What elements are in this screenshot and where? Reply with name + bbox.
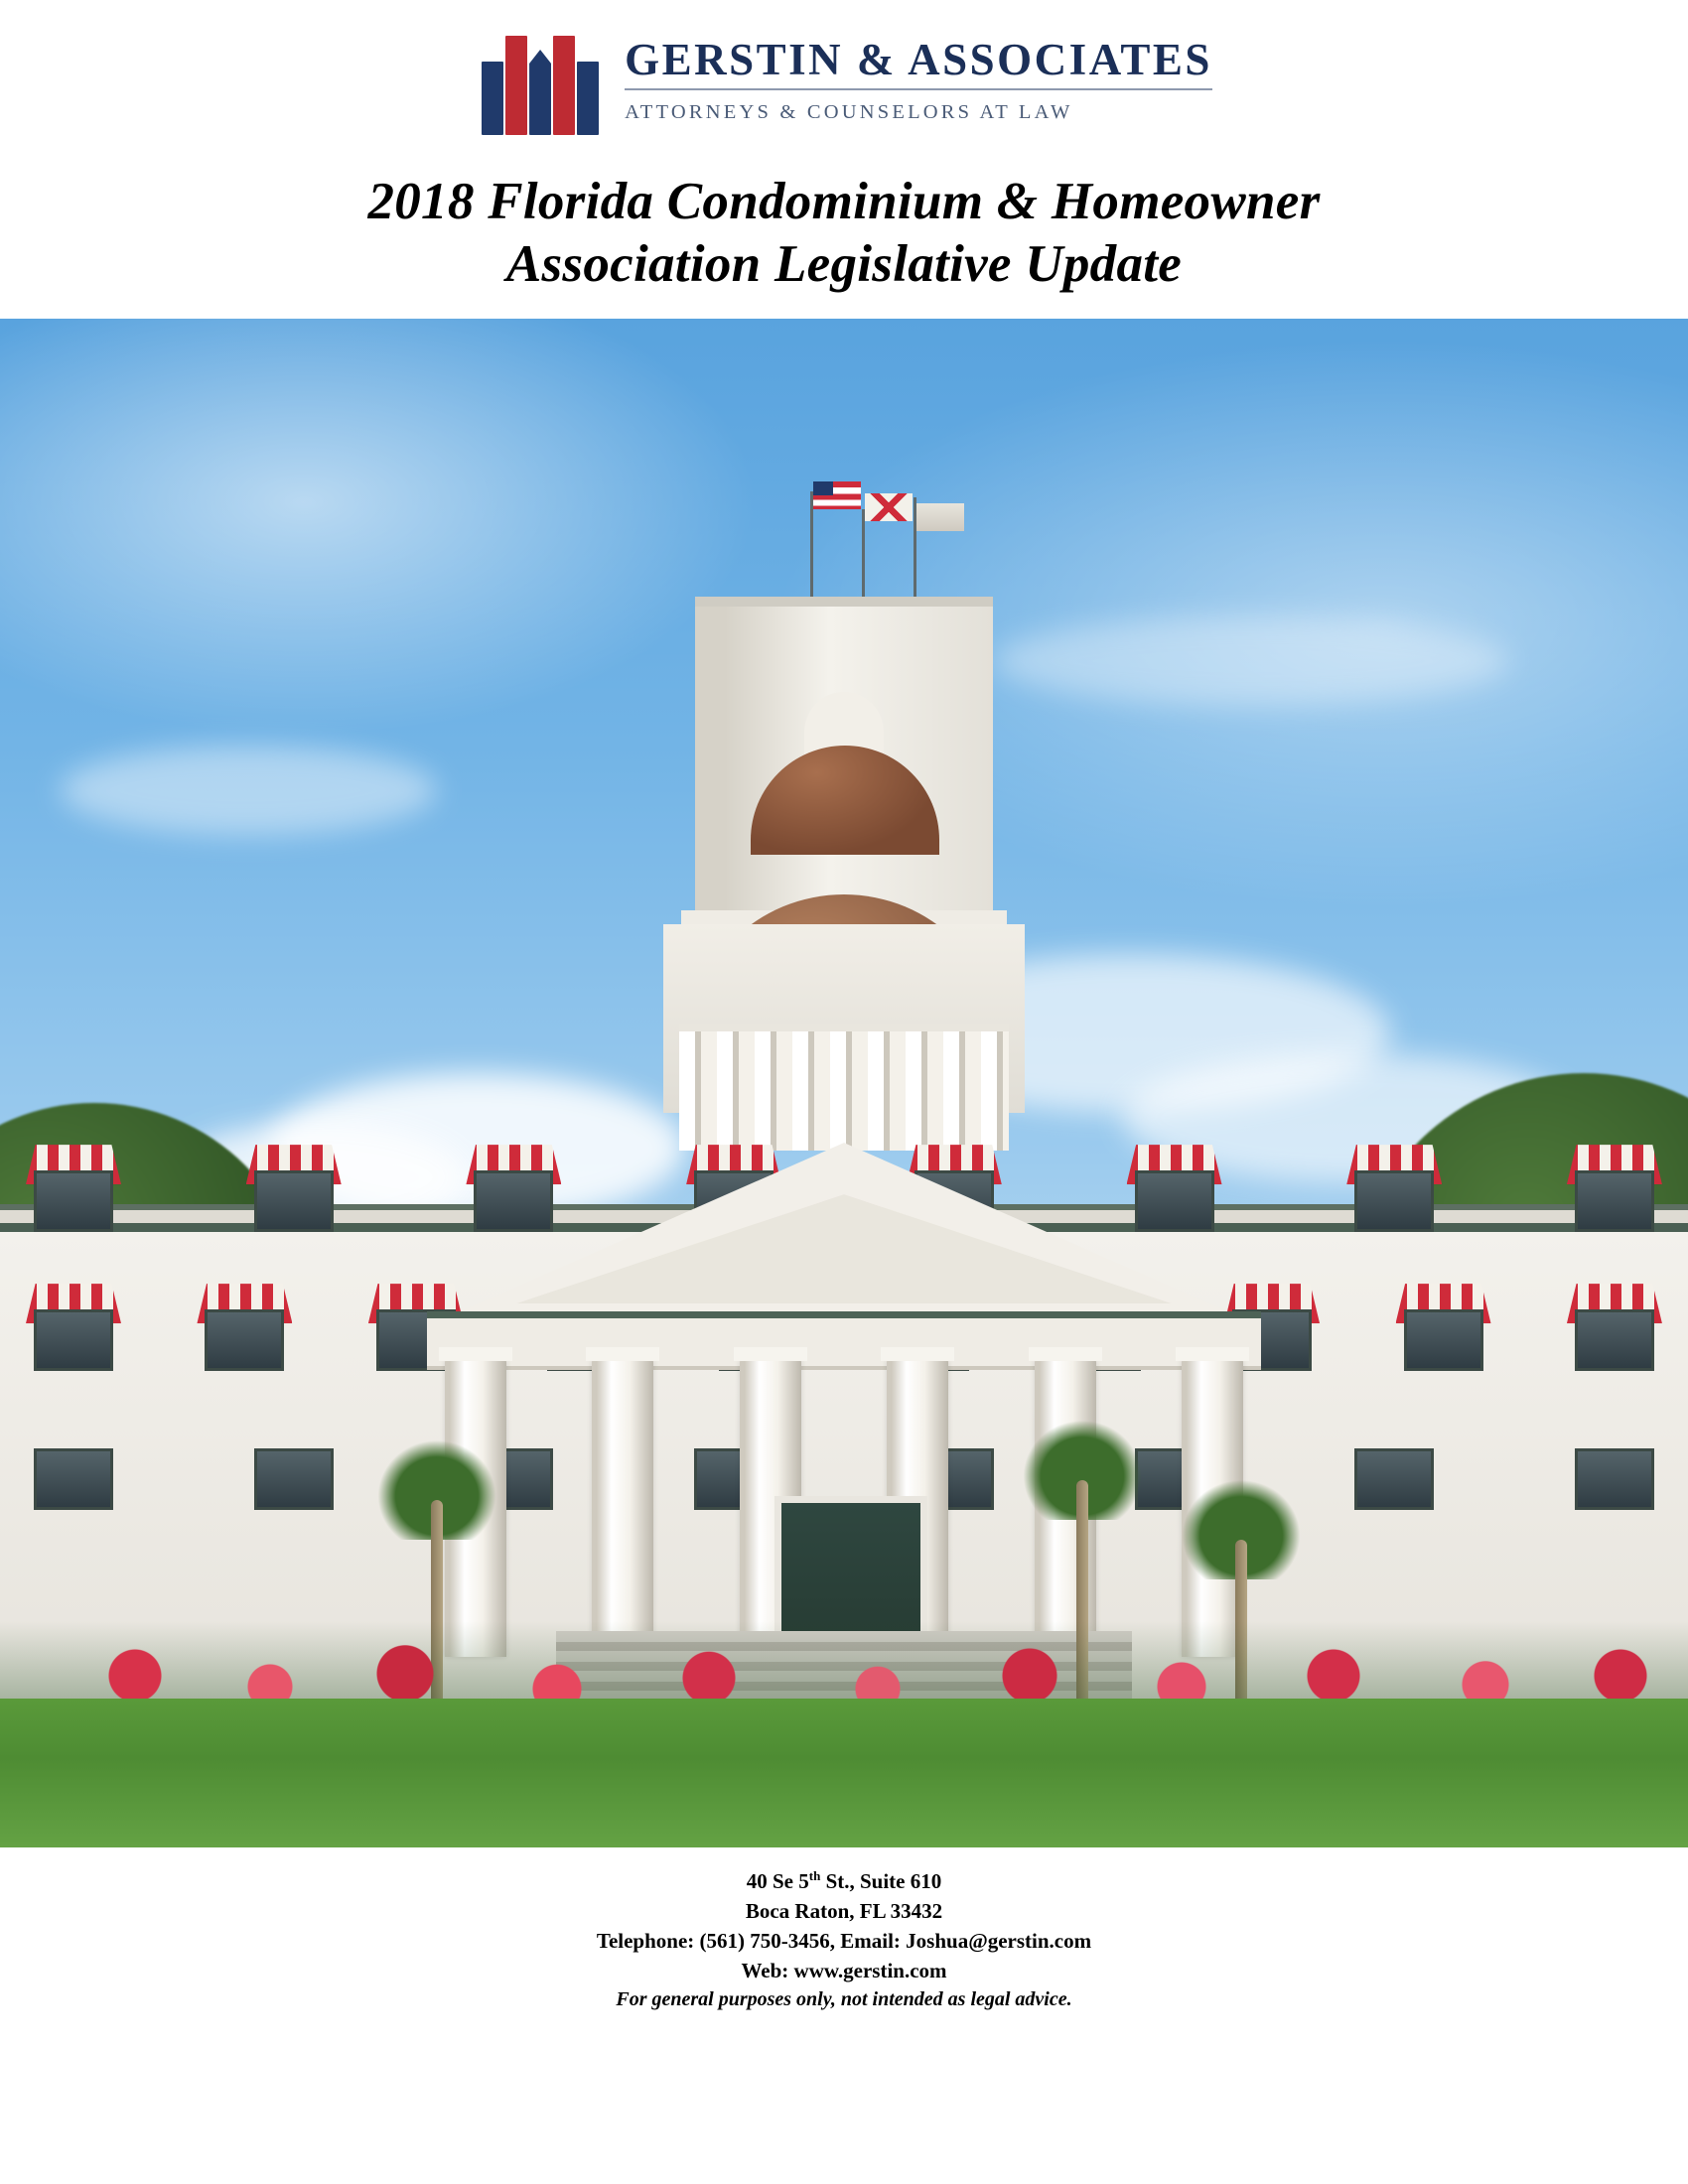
awning-window [26, 1276, 121, 1371]
awning-window [1567, 1415, 1662, 1510]
logo-bar-5 [577, 62, 599, 135]
letterhead [0, 0, 1688, 143]
city-state-zip: Boca Raton, FL 33432 [745, 1898, 943, 1923]
pediment-relief [516, 1194, 1172, 1303]
florida-flag-icon [865, 493, 913, 521]
law-firm-bars-logo-icon [476, 26, 607, 143]
awning-window [1396, 1276, 1491, 1371]
us-flag-icon [813, 481, 861, 509]
window-glass [1354, 1448, 1434, 1510]
flagpole [862, 509, 865, 609]
flagpoles [794, 479, 993, 609]
awning-window [246, 1137, 342, 1232]
window-glass [1404, 1309, 1483, 1371]
logo-bar-1 [482, 62, 503, 135]
cloud [993, 616, 1509, 706]
awning-window [1346, 1137, 1442, 1232]
street-address-number: 40 Se 5 [746, 1869, 809, 1894]
window-glass [1354, 1170, 1434, 1232]
firm-tagline: ATTORNEYS & COUNSELORS AT LAW [625, 101, 1073, 124]
window-glass [254, 1448, 334, 1510]
awning-window [197, 1276, 292, 1371]
website[interactable]: Web: www.gerstin.com [741, 1958, 947, 1982]
lawn [0, 1699, 1688, 1847]
firm-logo [476, 26, 1212, 143]
page-title [179, 171, 1509, 295]
colonnade [679, 1024, 1009, 1151]
window-glass [34, 1448, 113, 1510]
legal-disclaimer: For general purposes only, not intended as legal advice. [616, 1988, 1072, 2011]
street-address-rest: St., Suite 610 [820, 1869, 942, 1894]
page-title-line-2: Association Legislative Update [505, 234, 1183, 293]
window-glass [205, 1309, 284, 1371]
logo-bar-3 [529, 50, 551, 135]
firm-name: GERSTIN & ASSOCIATES [625, 34, 1212, 84]
window-glass [1575, 1309, 1654, 1371]
firm-wordmark [625, 34, 1212, 132]
capitol-building-photo [0, 319, 1688, 1847]
awning-window [26, 1415, 121, 1510]
window-glass [254, 1170, 334, 1232]
window-glass [34, 1309, 113, 1371]
logo-bar-2 [505, 36, 527, 135]
logo-divider [625, 88, 1212, 90]
window-glass [1575, 1170, 1654, 1232]
awning-window [1346, 1415, 1442, 1510]
window-glass [34, 1170, 113, 1232]
pediment [427, 1143, 1261, 1326]
column [592, 1359, 653, 1657]
third-flag-icon [916, 503, 964, 531]
awning-window [1567, 1137, 1662, 1232]
street-address [0, 1867, 1688, 1897]
awning-window [1567, 1276, 1662, 1371]
awning-window [246, 1415, 342, 1510]
capitol-tower [655, 597, 1033, 1153]
window-glass [1575, 1448, 1654, 1510]
telephone-email[interactable]: Telephone: (561) 750-3456, Email: Joshua@gerstin.com [596, 1928, 1092, 1953]
cloud [60, 746, 437, 835]
awning-window [26, 1137, 121, 1232]
page-title-line-1: 2018 Florida Condominium & Homeowner [367, 173, 1321, 230]
logo-bar-4 [553, 36, 575, 135]
street-address-ordinal: th [808, 1868, 821, 1884]
footer-contact-block [0, 1847, 1688, 2014]
